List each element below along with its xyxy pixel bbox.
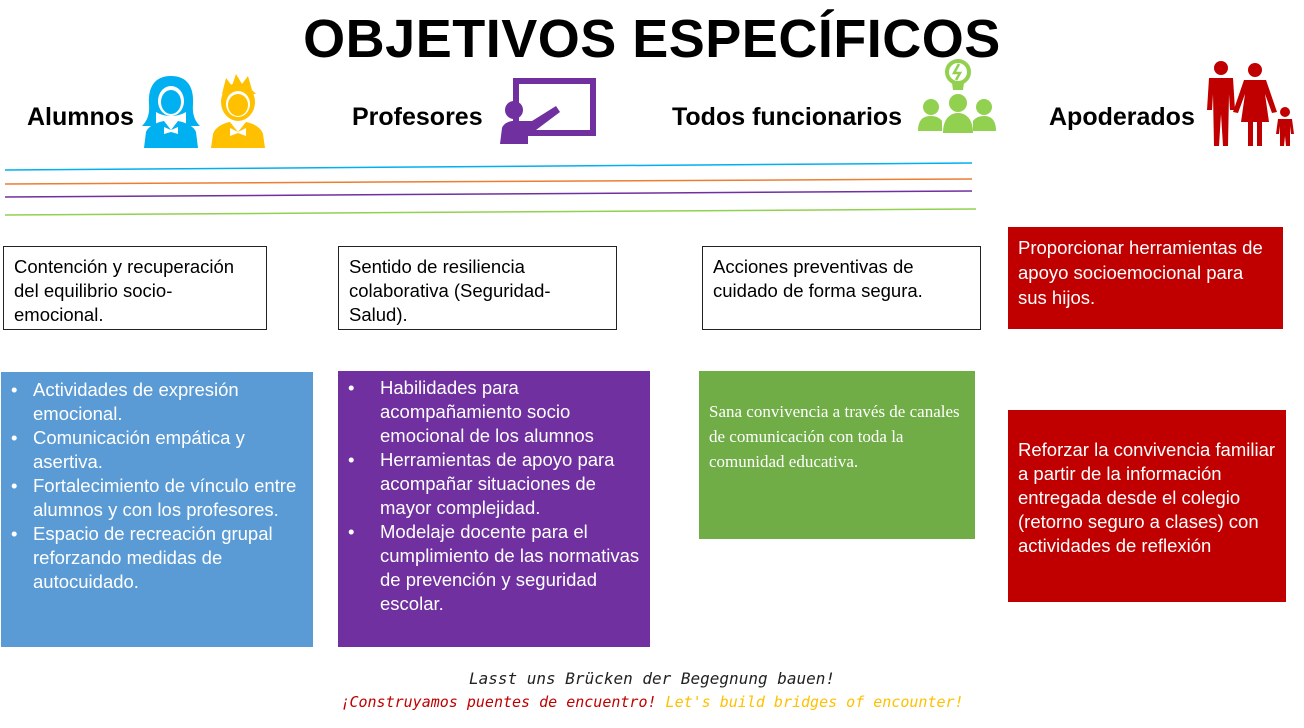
group-label-apoderados: Apoderados	[1049, 103, 1195, 131]
page-title: OBJETIVOS ESPECÍFICOS	[303, 9, 1001, 69]
team-idea-icon	[916, 55, 998, 135]
objective-apoderados: Proporcionar herramientas de apoyo socioemocional para sus hijos.	[1008, 227, 1283, 329]
presentation-icon	[498, 78, 596, 146]
group-label-alumnos: Alumnos	[27, 103, 134, 131]
actions-funcionarios: Sana convivencia a través de canales de comunicación con toda la comunidad educativa.	[699, 371, 975, 539]
list-item: • Herramientas de apoyo para acompañar situaciones de mayor complejidad.	[338, 448, 642, 520]
list-item: • Espacio de recreación grupal reforzando medidas de autocuidado.	[1, 522, 313, 594]
actions-alumnos	[1, 372, 313, 647]
footer-english: Let's build bridges of encounter!	[665, 693, 964, 711]
family-icon	[1203, 60, 1299, 148]
list-item: • Comunicación empática y asertiva.	[1, 426, 313, 474]
group-label-funcionarios: Todos funcionarios	[672, 103, 903, 131]
actions-apoderados: Reforzar la convivencia familiar a partir de la información entregada desde el colegio (retorno seguro a clases) con actividades de reflexión	[1008, 410, 1286, 602]
girl-icon	[140, 72, 202, 148]
footer-german: Lasst uns Brücken der Begegnung bauen!	[468, 669, 836, 688]
list-item: • Habilidades para acompañamiento socio emocional de los alumnos	[338, 376, 642, 448]
objective-profesores: Sentido de resiliencia colaborativa (Seguridad-Salud).	[338, 246, 617, 330]
list-item: • Actividades de expresión emocional.	[1, 378, 313, 426]
actions-profesores	[338, 371, 650, 647]
footer-slogans	[0, 693, 1304, 711]
group-label-profesores: Profesores	[352, 103, 483, 131]
list-item: • Modelaje docente para el cumplimiento de las normativas de prevención y seguridad escolar.	[338, 520, 642, 616]
decorative-lines	[0, 155, 1000, 225]
objective-funcionarios: Acciones preventivas de cuidado de forma segura.	[702, 246, 981, 330]
boy-icon	[208, 72, 268, 148]
objective-alumnos: Contención y recuperación del equilibrio socio-emocional.	[3, 246, 267, 330]
list-item: • Fortalecimiento de vínculo entre alumnos y con los profesores.	[1, 474, 313, 522]
footer-spanish: ¡Construyamos puentes de encuentro!	[340, 693, 657, 711]
